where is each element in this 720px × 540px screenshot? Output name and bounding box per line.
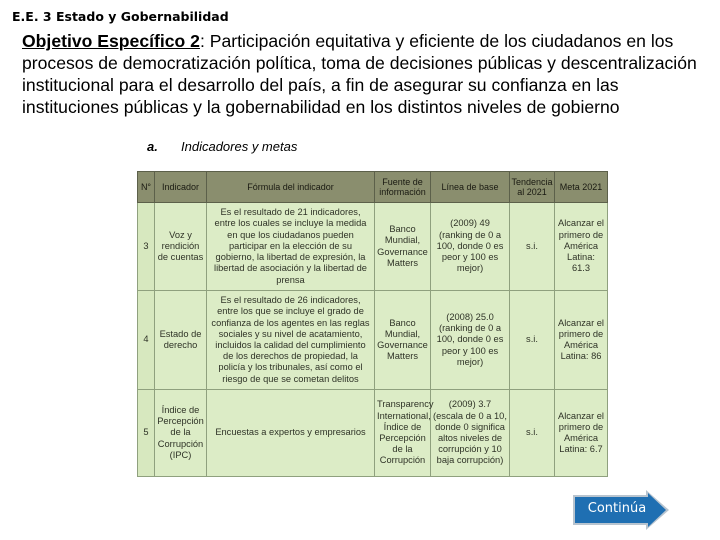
row-fuente: Banco Mundial, Governance Matters	[375, 203, 431, 291]
row-fuente: Transparency International, Índice de Percepción de la Corrupción	[375, 390, 431, 477]
table-row	[138, 203, 608, 291]
row-tendencia: s.i.	[510, 291, 555, 390]
row-meta: Alcanzar el primero de América Latina: 61.3	[555, 203, 608, 291]
objective-lead: Objetivo Específico 2	[22, 31, 200, 51]
header-fuente: Fuente de información	[375, 172, 431, 203]
objective-paragraph	[22, 30, 712, 118]
row-indicador: Índice de Percepción de la Corrupción (IPC)	[155, 390, 207, 477]
row-formula: Es el resultado de 21 indicadores, entre los cuales se incluye la medida en que los ciudadanos pueden participar en la elección de su gobierno, la libertad de expresión, la libertad de asociación y la libertad de prensa	[207, 203, 375, 291]
row-meta: Alcanzar el primero de América Latina: 6.7	[555, 390, 608, 477]
header-meta: Meta 2021	[555, 172, 608, 203]
indicators-table	[137, 171, 608, 477]
row-meta: Alcanzar el primero de América Latina: 86	[555, 291, 608, 390]
row-indicador: Voz y rendición de cuentas	[155, 203, 207, 291]
table-header-row	[138, 172, 608, 203]
header-formula: Fórmula del indicador	[207, 172, 375, 203]
row-formula: Es el resultado de 26 indicadores, entre los que se incluye el grado de confianza de los agentes en las reglas sociales y su nivel de acatamiento, incluidos la calidad del cumplimiento de los derechos de propiedad, la policía y los tribunales, así como el riesgo de que se cometan delitos	[207, 291, 375, 390]
row-linea-base: (2008) 25.0 (ranking de 0 a 100, donde 0 es peor y 100 es mejor)	[431, 291, 510, 390]
row-num: 4	[138, 291, 155, 390]
header-linea-base: Línea de base	[431, 172, 510, 203]
header-tendencia: Tendencia al 2021	[510, 172, 555, 203]
header-indicador: Indicador	[155, 172, 207, 203]
continue-label: Continúa	[587, 501, 647, 516]
header-num: N°	[138, 172, 155, 203]
subsection-title: Indicadores y metas	[181, 139, 298, 154]
subsection-letter: a.	[147, 139, 158, 154]
row-formula: Encuestas a expertos y empresarios	[207, 390, 375, 477]
row-tendencia: s.i.	[510, 203, 555, 291]
table-row	[138, 291, 608, 390]
row-num: 3	[138, 203, 155, 291]
row-tendencia: s.i.	[510, 390, 555, 477]
row-linea-base: (2009) 3.7 (escala de 0 a 10, donde 0 significa altos niveles de corrupción y 10 baja corrupción)	[431, 390, 510, 477]
row-num: 5	[138, 390, 155, 477]
row-linea-base: (2009) 49 (ranking de 0 a 100, donde 0 es peor y 100 es mejor)	[431, 203, 510, 291]
objective-text: : Participación equitativa y eficiente de los ciudadanos en los procesos de democratización política, toma de decisiones públicas y descentralización institucional para el desarrollo del país, a fin de asegurar su confianza en las instituciones públicas y la gobernabilidad en los distintos niveles de gobierno	[22, 31, 697, 117]
table-row	[138, 390, 608, 477]
row-indicador: Estado de derecho	[155, 291, 207, 390]
section-label: E.E. 3 Estado y Gobernabilidad	[12, 9, 229, 24]
continue-button[interactable]	[572, 490, 670, 530]
row-fuente: Banco Mundial, Governance Matters	[375, 291, 431, 390]
